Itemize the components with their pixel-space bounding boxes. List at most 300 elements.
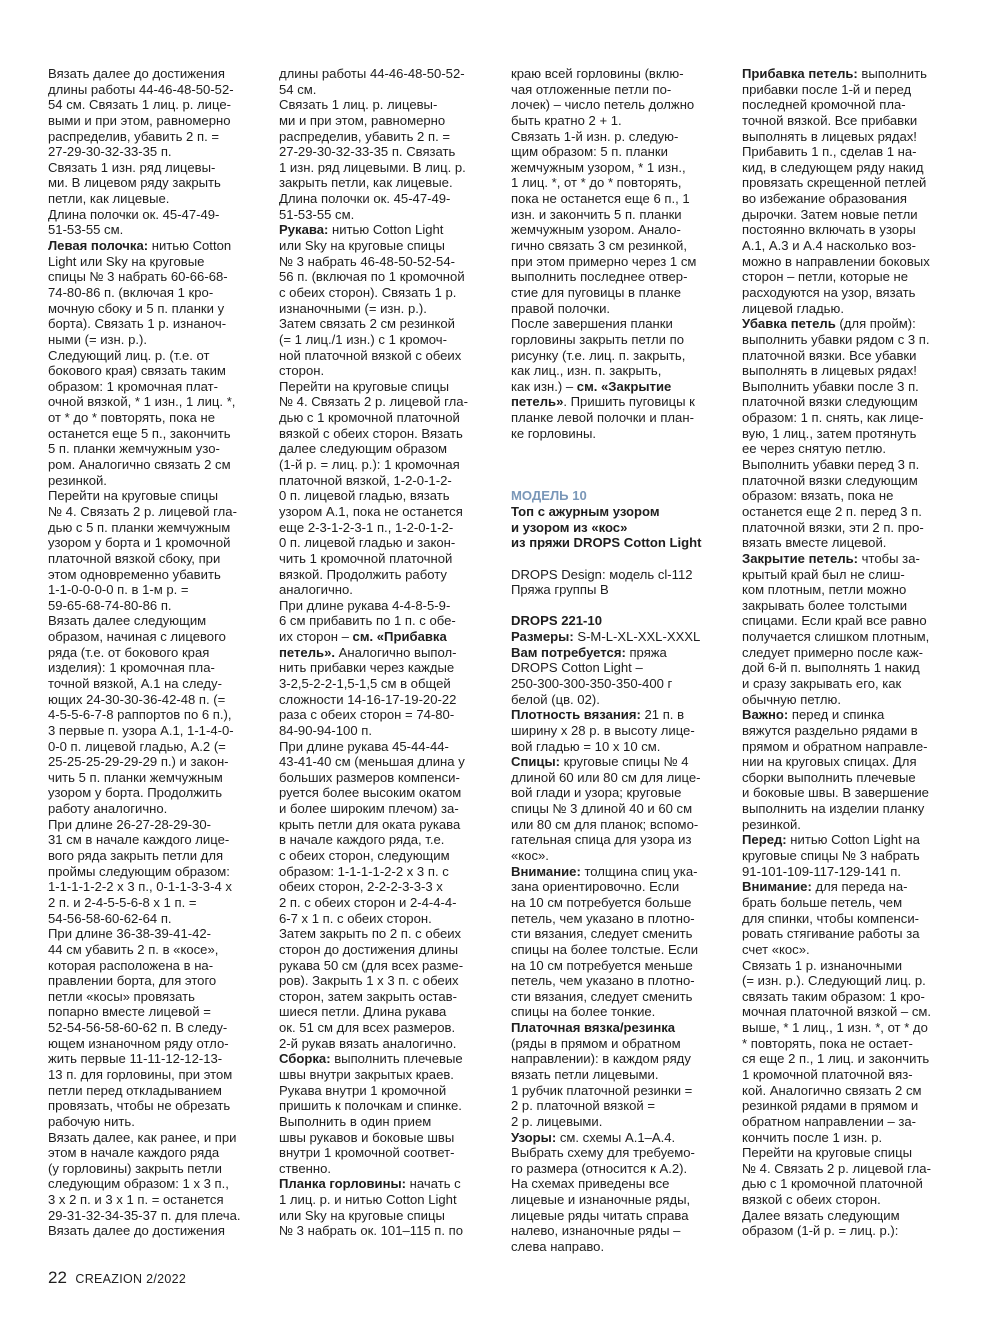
text-line [742,879,954,895]
text-run: Связать 1-й изн. р. следую- [511,128,679,144]
text-run: чить 5 п. планки жемчужным [48,769,223,785]
text-line [48,332,260,348]
text-line [742,1145,954,1161]
text-line [742,473,954,489]
text-line [279,567,491,583]
text-run: вой глади и узора; круговые [511,785,682,801]
text-line [279,535,491,551]
text-line [48,113,260,129]
text-line [48,1083,260,1099]
text-run: выполнить убавки рядом с 3 п. [742,331,930,347]
text-line [742,707,954,723]
text-run: направлении): в каждом ряду [511,1051,691,1067]
text-run: * повторять, пока не остает- [742,1035,913,1051]
text-run: резинкой. [742,816,801,832]
text-line [511,629,723,645]
text-line [48,535,260,551]
text-line [279,645,491,661]
text-line [742,160,954,176]
text-column-1 [48,66,260,1239]
text-run: жить первые 11-11-12-12-13- [48,1051,223,1067]
bold-run: Рукава: [279,222,329,238]
text-line [48,144,260,160]
text-run: с обеих сторон, следующим [279,848,450,864]
text-run: DROPS Cotton Light – [511,660,643,676]
text-run: сторон – петли, которые не [742,269,909,285]
text-line [279,1176,491,1192]
text-line [48,739,260,755]
text-run: Следующий лиц. р. (т.е. от [48,347,210,363]
bold-run: Узоры: [511,1129,557,1145]
text-line [742,1161,954,1177]
text-line [48,1067,260,1083]
bold-run: Платочная вязка/резинка [511,1020,676,1036]
text-line [511,285,723,301]
text-line [511,1130,723,1146]
text-line [511,1239,723,1255]
text-run: швы рукавов и боковые швы [279,1129,455,1145]
text-run: (1-й р. = лиц. р.): 1 кромочная [279,457,460,473]
text-run: нитью Cotton Light [328,222,444,238]
text-line [279,1208,491,1224]
text-line [511,582,723,598]
text-run: Аналогично выпол- [335,644,457,660]
text-run: см. схемы А.1–А.4. [556,1129,676,1145]
text-column-3 [511,66,723,1255]
text-run: выми и при этом, равномерно [48,112,231,128]
text-run: Связать 1 лиц. р. лицевы- [279,97,438,113]
text-run: 29-31-32-34-35-37 п. для плеча. [48,1207,241,1223]
text-run: 2 п. и 2-4-5-5-6-8 х 1 п. = [48,894,197,910]
text-line [48,426,260,442]
bold-run: Размеры: [511,629,574,645]
text-line [742,848,954,864]
text-run: выполнить на изделии планку [742,801,925,817]
text-line [511,520,723,536]
bold-run: Прибавка петель: [742,66,858,81]
text-run: 54 см. Связать 1 лиц. р. лице- [48,97,231,113]
text-line [279,1114,491,1130]
text-run: круговые спицы № 3 набрать [742,848,920,864]
text-line [279,1036,491,1052]
text-line [511,879,723,895]
text-run: лицевой гладью. [742,300,844,316]
bold-run: Плотность вязания: [511,707,641,723]
text-run: лочек) – число петель должно [511,97,695,113]
text-run: ющем изнаночном ряду отло- [48,1035,229,1051]
text-line [48,942,260,958]
text-run: длины работы 44-46-48-50-52- [279,66,465,81]
text-line [279,879,491,895]
text-run: 2 р. платочной вязкой = [511,1098,655,1114]
text-line [279,379,491,395]
text-line [279,1161,491,1177]
text-line [511,238,723,254]
bold-run: Важно: [742,707,789,723]
text-run: кончить после 1 изн. р. [742,1129,883,1145]
text-run: Затем связать 2 см резинкой [279,316,455,332]
text-run: обратном направлении – за- [742,1113,917,1129]
text-run: При длине 36-38-39-41-42- [48,926,212,942]
text-line [48,160,260,176]
text-run: дырочки. Затем новые петли [742,206,918,222]
text-run: 3-2,5-2-2-1,5-1,5 см в общей [279,675,451,691]
text-line [48,754,260,770]
text-run: платочной вязки следующим [742,472,918,488]
text-line [742,97,954,113]
text-run: № 4. Связать 2 р. лицевой гла- [742,1160,931,1176]
text-run: вязкой. Продолжить работу [279,566,447,582]
text-run: изнаночными (= изн. р.). [279,300,427,316]
text-line [742,535,954,551]
text-run: «кос». [511,848,549,864]
text-line [742,958,954,974]
text-line [48,1192,260,1208]
text-line [742,1004,954,1020]
text-line [279,457,491,473]
text-run: и сразу закрывать его, как [742,675,902,691]
text-run: 1 кромочной платочной вяз- [742,1067,913,1082]
text-run: провязать, чтобы не обрезать [48,1098,231,1114]
text-run: резинкой. [48,472,107,488]
text-run: спицами. Если край все равно [742,613,927,629]
text-line [511,723,723,739]
text-line [279,1145,491,1161]
text-line [742,238,954,254]
text-run: образом: 1 п. снять, как лице- [742,410,924,426]
text-line [742,973,954,989]
bold-run: Спицы: [511,754,561,770]
text-line [48,567,260,583]
text-line [279,160,491,176]
text-run: Light или Sky на круговые [48,253,205,269]
text-line [48,175,260,191]
text-line [742,1223,954,1239]
text-run: При длине 26-27-28-29-30- [48,816,212,832]
text-run: провязать скрещенной петлей [742,175,927,191]
text-line [279,285,491,301]
text-line [511,754,723,770]
text-line [742,191,954,207]
text-run: (= изн. р.). Следующий лиц. р. [742,973,926,989]
text-run: 0-0 п. лицевой гладью, А.2 (= [48,738,226,754]
text-run: останется еще 2 п. перед 3 п. [742,503,922,519]
text-line [742,770,954,786]
text-line [742,1114,954,1130]
text-line [48,895,260,911]
text-run: раза с обеих сторон = 74-80- [279,707,455,723]
text-run: точной вязкой, А.1 на следу- [48,675,222,691]
text-run: пока не останется еще 6 п., 1 [511,191,690,207]
text-run: платочной вязки следующим [742,394,918,410]
text-run: вяжутся раздельно рядами в [742,722,918,738]
text-run: ряда (т.е. от бокового края [48,644,210,660]
text-line [511,348,723,364]
text-line [279,113,491,129]
text-line [511,1192,723,1208]
text-line [742,598,954,614]
text-run: Вязать далее следующим [48,613,207,629]
text-line [511,645,723,661]
text-line [742,551,954,567]
text-run: сторон. [279,363,325,379]
text-run: 4-5-5-6-7-8 раппортов по 6 п.), [48,707,232,723]
text-line [48,129,260,145]
text-line [48,316,260,332]
text-run: узором у борта и 1 кромочной [48,535,231,551]
text-run: Длина полочки ок. 45-47-49- [48,206,220,222]
text-line [742,1130,954,1146]
text-line [48,1161,260,1177]
text-run: круговые спицы № 4 [560,754,689,770]
text-line [48,864,260,880]
text-line [511,66,723,82]
text-run: 31 см в начале каждого лице- [48,832,230,848]
text-run: закрывать более толстыми [742,597,908,613]
text-run: нитью Cotton [148,238,232,254]
text-line [742,426,954,442]
text-line [48,1036,260,1052]
text-line [742,144,954,160]
text-line [279,1020,491,1036]
text-line [48,911,260,927]
text-line [48,707,260,723]
text-run: Вязать далее до достижения [48,1223,225,1239]
text-run: 44 см убавить 2 п. в «косе», [48,941,219,957]
text-run: пришить к полочкам и спинке. [279,1098,462,1114]
text-line [279,410,491,426]
text-line [48,1004,260,1020]
text-run: изделия): 1 кромочная пла- [48,660,215,676]
text-line [279,739,491,755]
text-line [511,160,723,176]
text-run: обеих сторон, 2-2-2-3-3-3 х [279,879,443,895]
text-line [279,82,491,98]
text-line [48,379,260,395]
text-run: этом одновременно убавить [48,566,221,582]
bold-run: DROPS 221-10 [511,613,602,629]
text-line [511,973,723,989]
text-run: образом, начиная с лицевого [48,629,226,645]
text-line [742,82,954,98]
text-run: вой гладью = 10 х 10 см. [511,738,661,754]
text-line [511,457,723,473]
magazine-issue: CREAZION 2/2022 [75,1272,187,1286]
text-line [48,723,260,739]
text-line [48,394,260,410]
text-run: как лиц., изн. п. закрыть, [511,363,662,379]
text-run: которая расположена в на- [48,957,214,973]
text-line [742,895,954,911]
text-line [279,942,491,958]
text-run: или 80 см для планок; вспомо- [511,816,699,832]
bold-run: Топ с ажурным узором [511,503,660,519]
bold-run: см. «Закрытие [576,378,672,394]
text-line [511,1114,723,1130]
model-heading: МОДЕЛЬ 10 [511,488,587,504]
text-line [279,238,491,254]
text-run: петли «косы» провязать [48,988,195,1004]
text-line [511,676,723,692]
text-line [742,254,954,270]
text-line [48,692,260,708]
text-run: 52-54-56-58-60-62 п. В следу- [48,1020,228,1036]
text-run: гательная спица для узора из [511,832,692,848]
text-run: шиеся петли. Длина рукава [279,1004,447,1020]
text-run: 250-300-300-350-350-400 г [511,675,673,691]
text-run: (= 1 лиц./1 изн.) с 1 кромоч- [279,331,447,347]
text-line [742,582,954,598]
text-run: лицевые и изнаночные ряды, [511,1192,691,1208]
text-run: сторон, затем закрыть остав- [279,988,457,1004]
text-run: Длина полочки ок. 45-47-49- [279,191,451,207]
text-line [511,1020,723,1036]
text-line [279,707,491,723]
text-run: ной платочной вязкой с обеих [279,347,462,363]
text-run: для спинки, чтобы компенси- [742,910,919,926]
text-run: спицы № 3 длиной 40 и 60 см [511,801,693,817]
text-line [742,864,954,880]
text-line [511,864,723,880]
text-line [742,645,954,661]
text-run: обычную петлю. [742,691,841,707]
text-line [742,394,954,410]
text-run: прибавки после 1-й и перед [742,81,912,97]
text-run: 5 п. планки жемчужным узо- [48,441,220,457]
text-line [279,1004,491,1020]
text-line [511,410,723,426]
text-line [48,441,260,457]
text-line [279,848,491,864]
text-run: узором А.1, пока не останется [279,503,463,519]
text-line [48,551,260,567]
text-run: 1 изн. ряд лицевыми. В лиц. р. [279,159,466,175]
text-line [742,1176,954,1192]
bold-run: см. «Прибавка [352,629,447,645]
text-line [511,191,723,207]
text-run: при этом примерно через 1 см [511,253,697,269]
text-line [279,504,491,520]
text-line [511,97,723,113]
text-run: постоянно включать в узоры [742,222,916,238]
text-run: А.1, А.3 и А.4 насколько воз- [742,238,916,254]
text-line [48,1130,260,1146]
text-line [48,973,260,989]
text-line [48,301,260,317]
text-line [742,817,954,833]
text-run: ее через снятую петлю. [742,441,886,457]
text-line [279,801,491,817]
text-run: Выполнить убавки после 3 п. [742,378,919,394]
text-line [511,660,723,676]
text-line [279,754,491,770]
text-run: щим образом: 5 п. планки [511,144,668,160]
text-run: петель, чем указано в плотно- [511,973,695,989]
text-run: Рукава внутри 1 кромочной [279,1082,447,1098]
text-line [511,942,723,958]
text-line [48,222,260,238]
text-line [742,1020,954,1036]
text-line [742,911,954,927]
text-run: 1 лиц. р. и нитью Cotton Light [279,1192,457,1208]
text-line [279,301,491,317]
text-run: начать с [406,1176,461,1192]
text-line [742,942,954,958]
bold-run: петель» [511,394,564,410]
bold-run: Вам потребуется: [511,644,626,660]
text-run: крытый край был не слиш- [742,566,905,582]
text-line [742,1192,954,1208]
text-run: Связать 1 р. изнаночными [742,957,903,973]
text-run: гично связать 3 см резинкой, [511,238,688,254]
text-run: ся еще 2 п., 1 лиц. и закончить [742,1051,930,1067]
text-line [48,269,260,285]
text-line [742,1051,954,1067]
text-run: распределив, убавить 2 п. = [48,128,219,144]
text-run: мочная платочной вязкой – см. [742,1004,932,1020]
text-line [511,770,723,786]
text-line [48,66,260,82]
text-line [742,754,954,770]
text-run: ширину х 28 р. в высоту лице- [511,722,695,738]
text-run: Связать 1 изн. ряд лицевы- [48,159,216,175]
page-footer [48,1268,186,1288]
text-run: нии на круговых спицах. Для [742,754,917,770]
text-line [279,222,491,238]
text-line [742,676,954,692]
text-line [511,82,723,98]
text-run: горловины закрыть петли по [511,331,684,347]
text-line [742,441,954,457]
text-run: дой 6-й п. выполнять 1 накид [742,660,920,676]
text-run: расходуются на узор, вязать [742,284,916,300]
text-run: перед и спинка [788,707,885,723]
text-line [48,207,260,223]
bold-run: Внимание: [511,863,581,879]
text-run: петли, как лицевые. [48,191,170,207]
text-line [48,1051,260,1067]
text-line [279,1051,491,1067]
text-line [511,1036,723,1052]
text-line [48,645,260,661]
text-run: спицы на более толстые. Если [511,941,699,957]
text-line [742,801,954,817]
text-run: правой полочки. [511,300,611,316]
text-run: 56 п. (включая по 1 кромочной [279,269,465,285]
text-line [742,222,954,238]
text-line [742,723,954,739]
text-line [279,958,491,974]
text-line [742,363,954,379]
text-run: ми. В лицевом ряду закрыть [48,175,221,191]
text-line [279,832,491,848]
text-run: резинкой рядами в прямом и [742,1098,919,1114]
text-run: дью с 5 п. планки жемчужным [48,519,231,535]
text-line [279,488,491,504]
text-line [511,1083,723,1099]
text-run: далее следующим образом [279,441,448,457]
text-line [511,301,723,317]
text-run: ком плотным, петли можно [742,582,907,598]
text-line [511,692,723,708]
text-line [742,739,954,755]
text-run: длины работы 44-46-48-50-52- [48,81,234,97]
text-line [511,801,723,817]
text-run: 84-90-94-100 п. [279,722,372,738]
text-line [742,660,954,676]
text-run: следует примерно после каж- [742,644,924,660]
text-run: На схемах приведены все [511,1176,670,1192]
